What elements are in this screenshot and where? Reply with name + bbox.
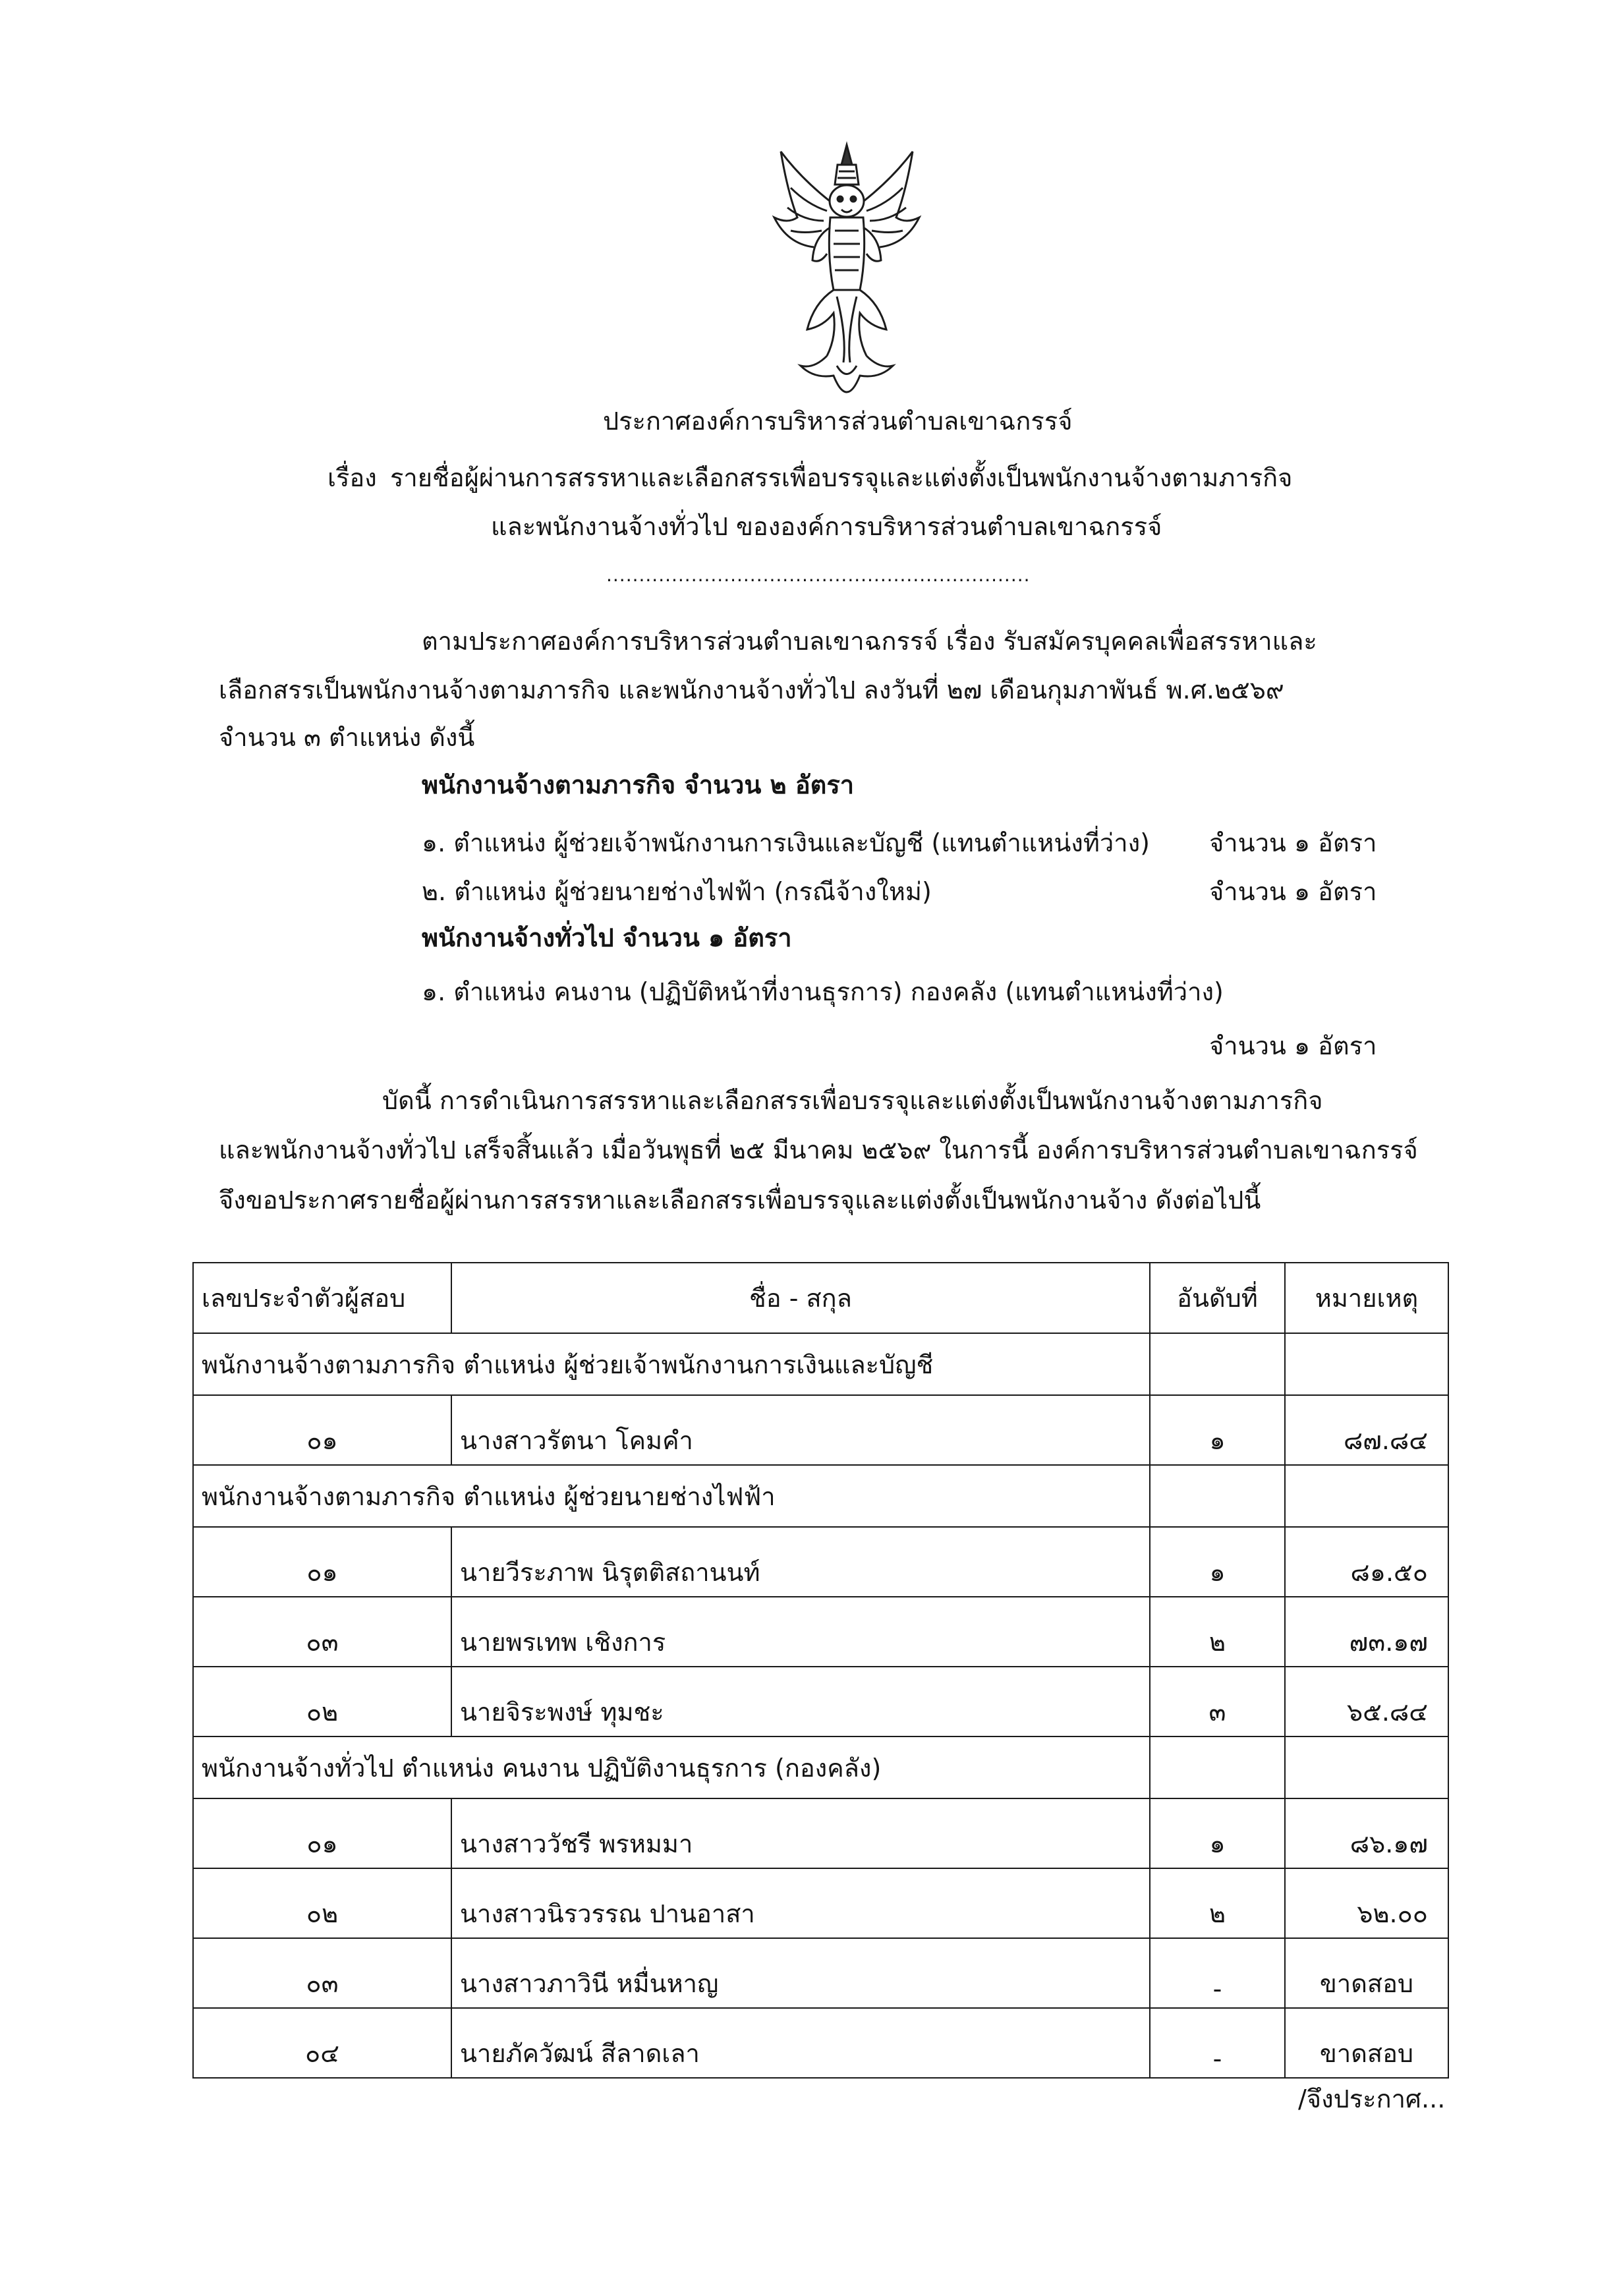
cell-rank: ๒ <box>1150 1868 1285 1938</box>
cell-rank: - <box>1150 1938 1285 2008</box>
separator-dots: ................................................................. <box>606 564 1031 586</box>
cell-rank: ๑ <box>1150 1395 1285 1465</box>
group1-item-1-count: จำนวน ๑ อัตรา <box>1209 828 1377 857</box>
section-title: พนักงานจ้างตามภารกิจ ตำแหน่ง ผู้ช่วยเจ้าพนักงานการเงินและบัญชี <box>193 1333 1150 1395</box>
cell-full-name: นายจิระพงษ์ ทุมชะ <box>451 1667 1150 1736</box>
cell-rank: ๒ <box>1150 1597 1285 1667</box>
cell-remark: ๘๖.๑๗ <box>1285 1798 1448 1868</box>
group2-heading: พนักงานจ้างทั่วไป จำนวน ๑ อัตรา <box>422 923 792 952</box>
cell-candidate-id: ๐๒ <box>193 1667 451 1736</box>
header-rank: อันดับที่ <box>1150 1263 1285 1333</box>
body-line-1: บัดนี้ การดำเนินการสรรหาและเลือกสรรเพื่อบรรจุและแต่งตั้งเป็นพนักงานจ้างตามภารกิจ <box>382 1086 1323 1115</box>
group2-item-1-count: จำนวน ๑ อัตรา <box>1209 1031 1377 1060</box>
section-row <box>193 1333 1448 1395</box>
cell-remark: ๖๒.๐๐ <box>1285 1868 1448 1938</box>
intro-line-3: จำนวน ๓ ตำแหน่ง ดังนี้ <box>219 723 475 752</box>
subject-line-1: รายชื่อผู้ผ่านการสรรหาและเลือกสรรเพื่อบรรจุและแต่งตั้งเป็นพนักงานจ้างตามภารกิจ <box>390 463 1293 492</box>
table-row <box>193 1798 1448 1868</box>
cell-rank: ๑ <box>1150 1527 1285 1597</box>
table-row <box>193 2008 1448 2078</box>
table-row <box>193 1667 1448 1736</box>
cell-candidate-id: ๐๓ <box>193 1938 451 2008</box>
results-table <box>192 1262 1449 2079</box>
cell-full-name: นางสาววัชรี พรหมมา <box>451 1798 1150 1868</box>
cell-full-name: นางสาวภาวินี หมื่นหาญ <box>451 1938 1150 2008</box>
header-remark: หมายเหตุ <box>1285 1263 1448 1333</box>
cell-candidate-id: ๐๔ <box>193 2008 451 2078</box>
cell-remark: ขาดสอบ <box>1285 2008 1448 2078</box>
table-row <box>193 1597 1448 1667</box>
subject-label: เรื่อง <box>327 463 377 492</box>
table-row <box>193 1395 1448 1465</box>
header-candidate-id: เลขประจำตัวผู้สอบ <box>193 1263 451 1333</box>
continuation-note: /จึงประกาศ... <box>1298 2084 1446 2113</box>
cell-candidate-id: ๐๑ <box>193 1527 451 1597</box>
section-row <box>193 1736 1448 1798</box>
cell-rank: - <box>1150 2008 1285 2078</box>
cell-full-name: นางสาวนิรวรรณ ปานอาสา <box>451 1868 1150 1938</box>
cell-remark: ๗๓.๑๗ <box>1285 1597 1448 1667</box>
cell-remark: ๘๗.๘๔ <box>1285 1395 1448 1465</box>
document-title: ประกาศองค์การบริหารส่วนตำบลเขาฉกรรจ์ <box>603 407 1073 436</box>
intro-line-2: เลือกสรรเป็นพนักงานจ้างตามภารกิจ และพนักงานจ้างทั่วไป ลงวันที่ ๒๗ เดือนกุมภาพันธ์ พ.ศ.๒๕๖๙ <box>219 675 1284 704</box>
group1-item-1: ๑. ตำแหน่ง ผู้ช่วยเจ้าพนักงานการเงินและบัญชี (แทนตำแหน่งที่ว่าง) <box>422 828 1150 857</box>
section-title: พนักงานจ้างทั่วไป ตำแหน่ง คนงาน ปฏิบัติงานธุรการ (กองคลัง) <box>193 1736 1150 1798</box>
cell-remark: ๖๕.๘๔ <box>1285 1667 1448 1736</box>
header-full-name: ชื่อ - สกุล <box>451 1263 1150 1333</box>
table-row <box>193 1868 1448 1938</box>
body-line-2: และพนักงานจ้างทั่วไป เสร็จสิ้นแล้ว เมื่อวันพุธที่ ๒๕ มีนาคม ๒๕๖๙ ในการนี้ องค์การบริหารส่วนตำบลเขาฉกรรจ์ <box>219 1135 1418 1164</box>
table-row <box>193 1527 1448 1597</box>
cell-candidate-id: ๐๒ <box>193 1868 451 1938</box>
cell-remark: ขาดสอบ <box>1285 1938 1448 2008</box>
cell-full-name: นางสาวรัตนา โคมคำ <box>451 1395 1150 1465</box>
section-row <box>193 1465 1448 1527</box>
cell-rank: ๑ <box>1150 1798 1285 1868</box>
group2-item-1: ๑. ตำแหน่ง คนงาน (ปฏิบัติหน้าที่งานธุรการ) กองคลัง (แทนตำแหน่งที่ว่าง) <box>422 977 1224 1006</box>
cell-remark: ๘๑.๕๐ <box>1285 1527 1448 1597</box>
cell-candidate-id: ๐๑ <box>193 1798 451 1868</box>
table-row <box>193 1938 1448 2008</box>
group1-item-2-count: จำนวน ๑ อัตรา <box>1209 877 1377 906</box>
cell-full-name: นายวีระภาพ นิรุตติสถานนท์ <box>451 1527 1150 1597</box>
subject-line-2: และพนักงานจ้างทั่วไป ขององค์การบริหารส่วนตำบลเขาฉกรรจ์ <box>491 512 1162 541</box>
cell-full-name: นายพรเทพ เชิงการ <box>451 1597 1150 1667</box>
group1-item-2: ๒. ตำแหน่ง ผู้ช่วยนายช่างไฟฟ้า (กรณีจ้างใหม่) <box>422 877 932 906</box>
intro-line-1: ตามประกาศองค์การบริหารส่วนตำบลเขาฉกรรจ์ เรื่อง รับสมัครบุคคลเพื่อสรรหาและ <box>422 627 1317 656</box>
garuda-emblem-icon <box>761 138 932 395</box>
cell-full-name: นายภัควัฒน์ สีลาดเลา <box>451 2008 1150 2078</box>
cell-candidate-id: ๐๓ <box>193 1597 451 1667</box>
body-line-3: จึงขอประกาศรายชื่อผู้ผ่านการสรรหาและเลือกสรรเพื่อบรรจุและแต่งตั้งเป็นพนักงานจ้าง ดังต่อไปนี้ <box>219 1186 1261 1215</box>
group1-heading: พนักงานจ้างตามภารกิจ จำนวน ๒ อัตรา <box>422 770 855 799</box>
section-title: พนักงานจ้างตามภารกิจ ตำแหน่ง ผู้ช่วยนายช่างไฟฟ้า <box>193 1465 1150 1527</box>
cell-rank: ๓ <box>1150 1667 1285 1736</box>
table-header-row <box>193 1263 1448 1333</box>
cell-candidate-id: ๐๑ <box>193 1395 451 1465</box>
